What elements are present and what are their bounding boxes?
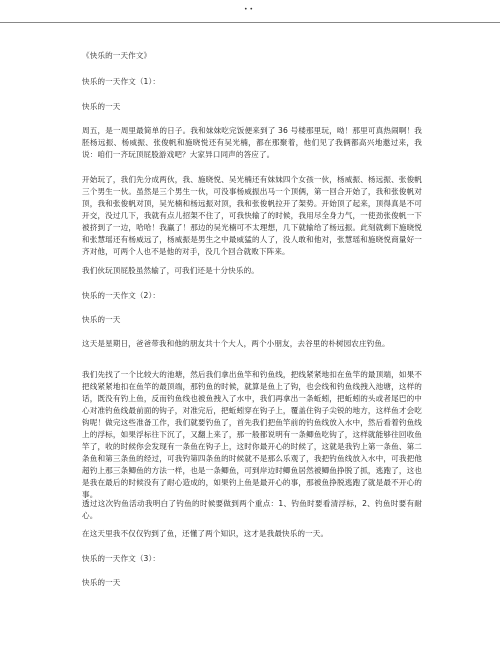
section-2-paragraph-2: 我们先找了一个比较大的池塘，然后我们拿出鱼竿和钓鱼线，把线紧紧地扣在鱼竿的最顶端，如果不把线紧紧地扣在鱼竿的最顶端，那钓鱼的时候，就算是鱼上了钩，也会线和钓鱼线拽入池塘，这样的话，既没有钓上鱼，反而钓鱼线也被鱼拽入了水中，我们再拿出一条蚯蚓，把蚯蚓的头或者尾巴的中心对准钓鱼线最前面的钩子，对准完后，把蚯蚓穿在钩子上，覆盖住钩子尖锐的地方，这样鱼才会吃钩呢！做完这些准备工作，我们就要钓鱼了，首先我们把鱼竿前的钓鱼线放入水中，然后看着钓鱼线上的浮标，如果浮标往下沉了，又翻上来了，那一般都说明有一条鲫鱼吃钩了，这样就能够往回收鱼竿了，收的时候你会发现有一条鱼在钩子上，这时你最开心的时候了，这就是我钓上第一条鱼、第二条鱼和第三条鱼的经过，可我钓第四条鱼的时候就不是那么乐观了，我把钓鱼线放入水中，可我把他超钓上那三条鲫鱼的方法一样，也是一条鲫鱼，可到岸边时鲫鱼居然被鲫鱼挣脱了抓，逃跑了，这也是我在最后的时候没有了耐心造成的，如果钓上鱼是最开心的事，那被鱼挣脱逃跑了就是最不开心的事。 <box>82 370 422 499</box>
section-2-paragraph-3: 透过这次钓鱼活动我明白了钓鱼的时候要做到两个重点：1、钓鱼时要看清浮标，2、钓鱼时要有耐心。 <box>82 499 422 520</box>
section-2-heading: 快乐的一天作文（2）： <box>82 291 161 300</box>
header-mark: • • <box>244 6 253 13</box>
section-2-paragraph-1: 这天是星期日，爸爸带我和他的朋友共十个大人，两个小朋友，去谷里的朴树园农庄钓鱼。 <box>82 339 390 348</box>
document-title: 《快乐的一天作文》 <box>82 51 152 60</box>
section-3-heading: 快乐的一天作文（3）： <box>82 554 161 563</box>
section-1-paragraph-3: 我们伙玩顶屁股虽然输了，可我们还是十分快乐的。 <box>82 266 259 275</box>
section-1-paragraph-2: 开始玩了，我们先分成两伙，我、施晓悦、吴光楠还有妹妹四个女孩一伙，杨威振、杨远振、张俊帆三个男生一伙。虽然是三个男生一伙，可没事杨威振出马一个顶俩，第一回合开始了，我和张俊帆对顶，我和张俊帆对顶，吴光楠和杨远振对顶，我和张俊帆拉开了架势。开始顶了起来，顶得真是不可开交，没过几下，我就有点儿招架不住了，可我快输了的时候，我用尽全身力气，一使劲张俊帆一下被挤到了一边，哈哈！我赢了！那边的吴光楠可不太理想，几下就输给了杨远振。此刻就剩下施晓悦和张慧瑶还有杨威远了，杨威振是男生之中最威猛的人了，没人敢和他对，张慧瑶和施晓悦商量好一齐对他，可两个人也不是他的对手，没几个回合就败下阵来。 <box>82 175 422 256</box>
page-header <box>0 6 500 23</box>
section-1-paragraph-1: 周五，是一周里最简单的日子。我和妹妹吃完饭便来到了 36 号楼那里玩，呦！那里可真热闹啊！我胚杨远振、杨威振、张俊帆和施晓悦还有吴光楠，都在那聚着，他们见了我俩都高兴地邀过来，我说：咱们一齐玩顶屁股游戏吧？大家异口同声的答应了。 <box>82 126 422 159</box>
section-2-paragraph-4: 在这天里我不仅仅钓到了鱼，还懂了两个知识，这才是我最快乐的一天。 <box>82 529 329 538</box>
section-1-heading: 快乐的一天作文（1）： <box>82 77 161 86</box>
section-2-title: 快乐的一天 <box>82 315 121 324</box>
section-1-title: 快乐的一天 <box>82 102 121 111</box>
section-3-title: 快乐的一天 <box>82 578 121 587</box>
